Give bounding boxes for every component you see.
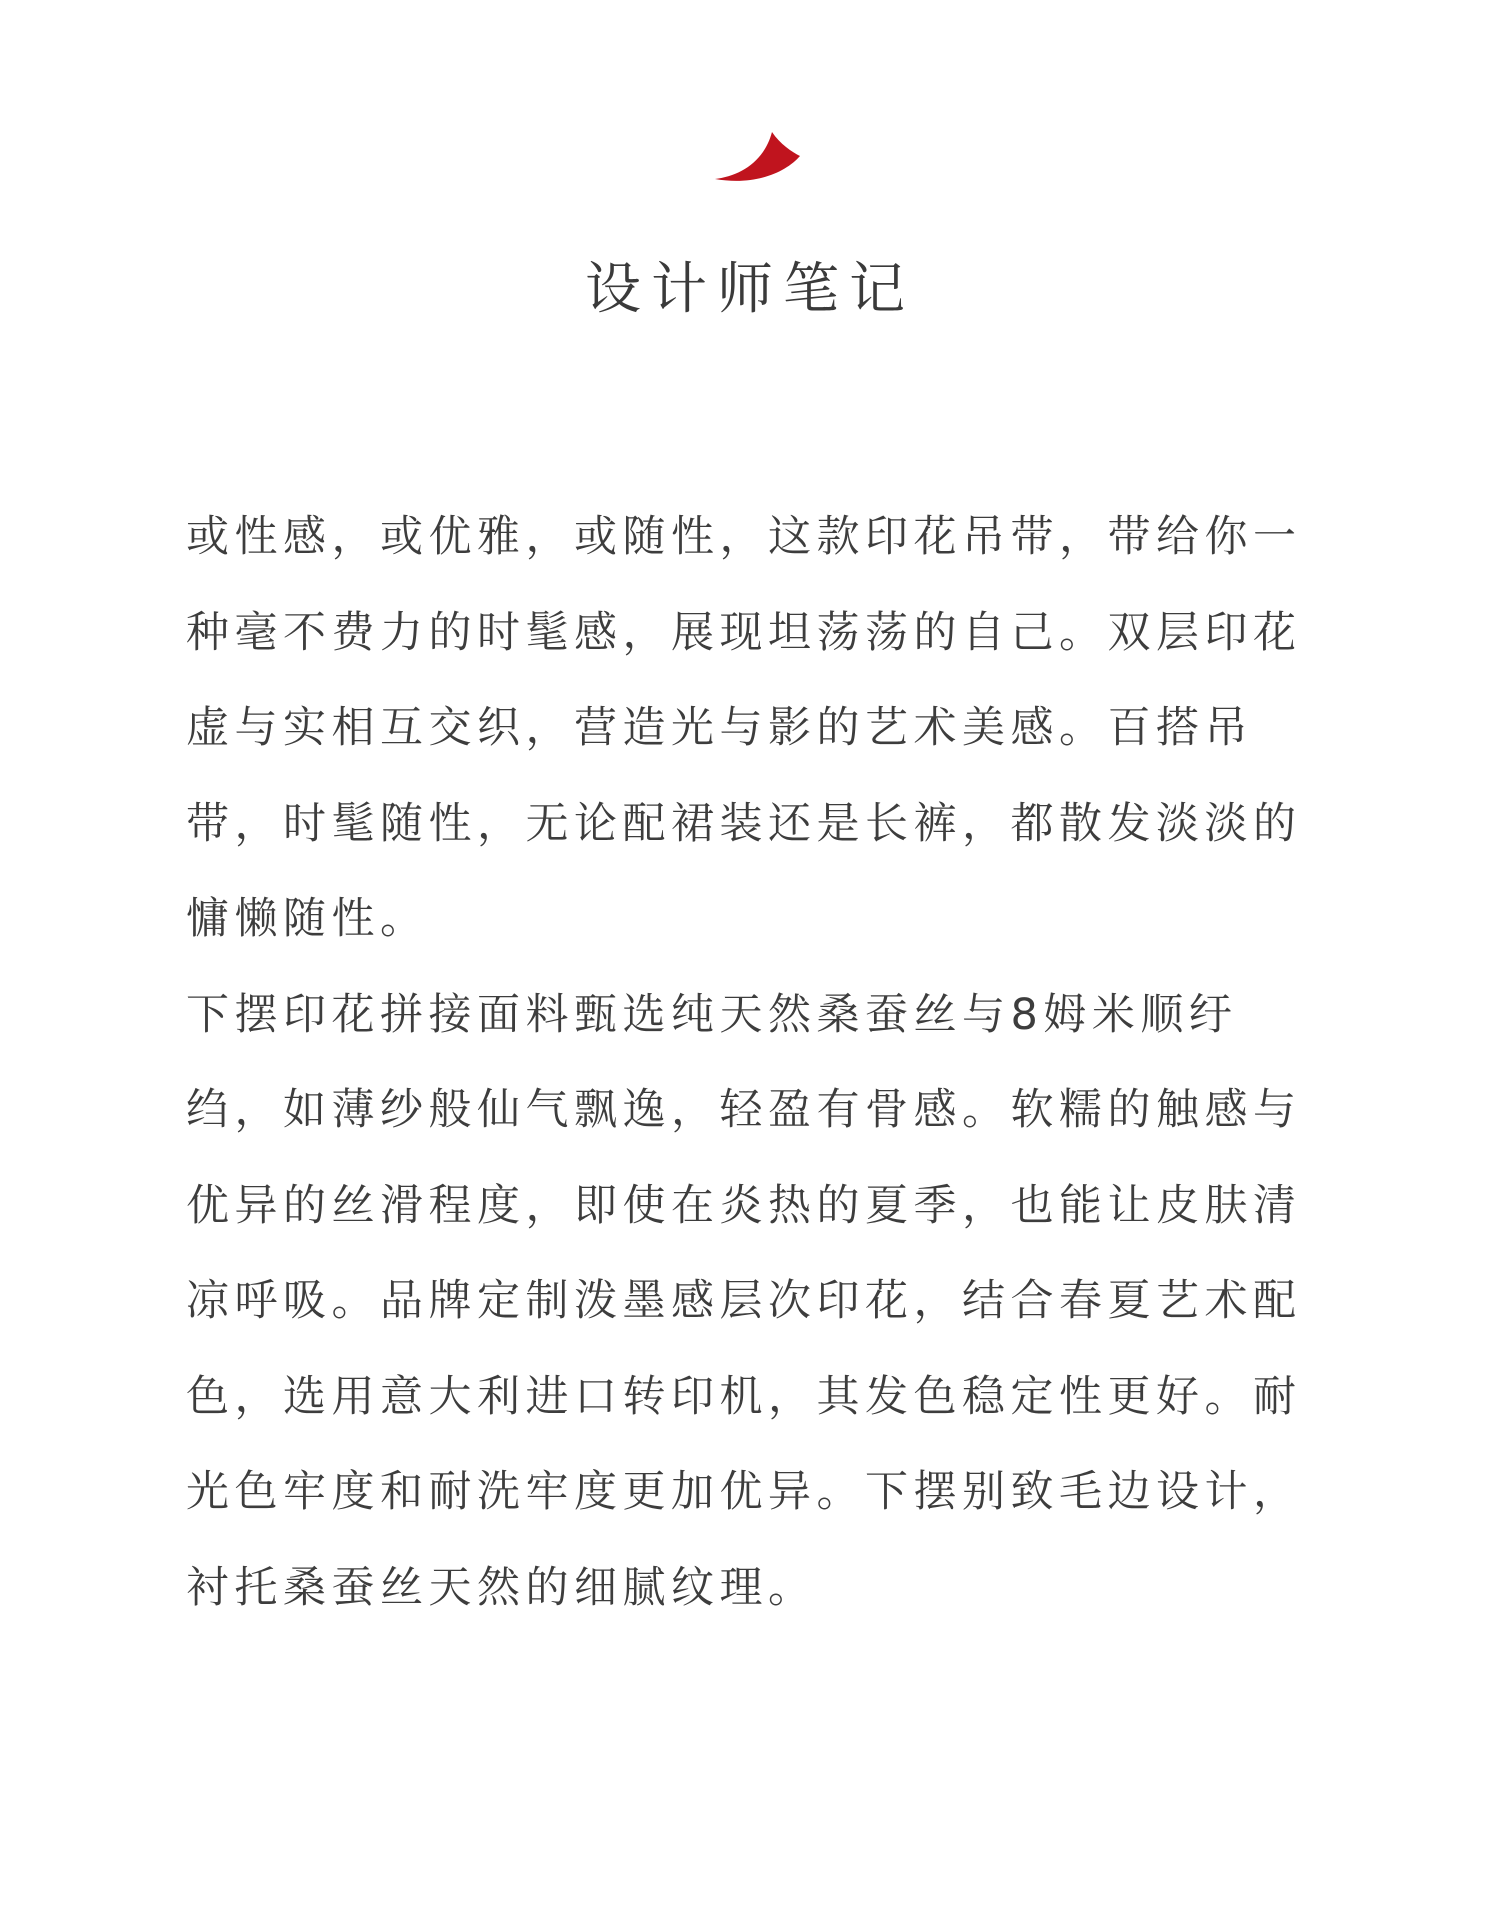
page-title: 设计师笔记	[585, 257, 915, 322]
logo-shape	[715, 132, 800, 181]
designer-notes-body	[186, 490, 1332, 1636]
paragraph: 下摆印花拼接面料甄选纯天然桑蚕丝与8姆米顺纡绉，如薄纱般仙气飘逸，轻盈有骨感。软糯的触感与优异的丝滑程度，即使在炎热的夏季，也能让皮肤清凉呼吸。品牌定制泼墨感层次印花，结合春夏艺术配色，选用意大利进口转印机，其发色稳定性更好。耐光色牢度和耐洗牢度更加优异。下摆别致毛边设计，衬托桑蚕丝天然的细腻纹理。	[186, 989, 1302, 1613]
paragraph: 或性感，或优雅，或随性，这款印花吊带，带给你一种毫不费力的时髦感，展现坦荡荡的自己。双层印花虚与实相互交织，营造光与影的艺术美感。百搭吊带，时髦随性，无论配裙装还是长裤，都散发淡淡的慵懒随性。	[186, 512, 1302, 944]
red-crescent-brush-icon	[712, 128, 802, 188]
